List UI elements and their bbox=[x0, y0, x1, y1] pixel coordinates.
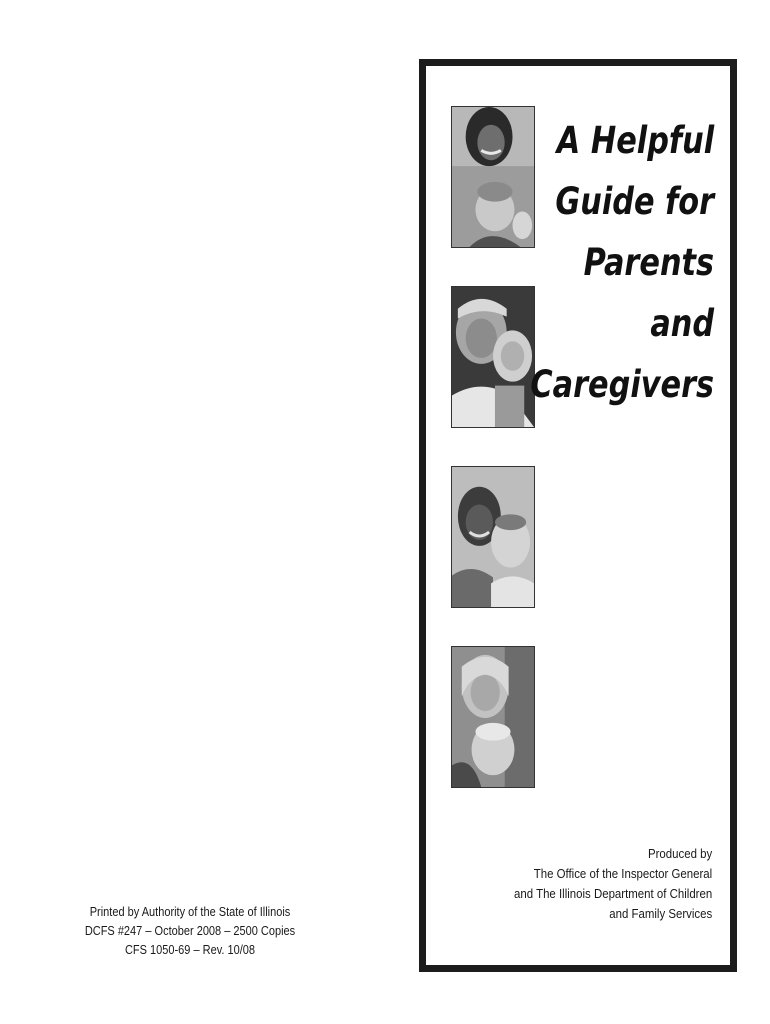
cover-title bbox=[530, 110, 714, 415]
printing-copies-line: DCFS #247 – October 2008 – 2500 Copies bbox=[84, 924, 296, 938]
mother-child-photo-1 bbox=[451, 106, 535, 248]
cover-panel bbox=[419, 59, 737, 972]
title-line-2: Guide for bbox=[555, 180, 714, 223]
produced-by-heading: Produced by bbox=[647, 846, 712, 861]
produced-by-block bbox=[514, 844, 712, 924]
father-baby-photo bbox=[451, 286, 535, 428]
title-line-5: Caregivers bbox=[530, 363, 714, 406]
title-line-3: Parents bbox=[583, 241, 714, 284]
printing-info bbox=[58, 903, 322, 960]
printing-authority-line: Printed by Authority of the State of Illinois bbox=[89, 905, 291, 919]
produced-by-office: The Office of the Inspector General bbox=[533, 866, 712, 881]
printing-form-number-line: CFS 1050-69 – Rev. 10/08 bbox=[124, 943, 256, 957]
produced-by-department: and The Illinois Department of Children bbox=[513, 886, 712, 901]
father-child-photo bbox=[451, 466, 535, 608]
produced-by-department-cont: and Family Services bbox=[608, 906, 712, 921]
title-line-4: and bbox=[650, 302, 714, 345]
title-line-1: A Helpful bbox=[556, 119, 714, 162]
mother-child-photo-2 bbox=[451, 646, 535, 788]
